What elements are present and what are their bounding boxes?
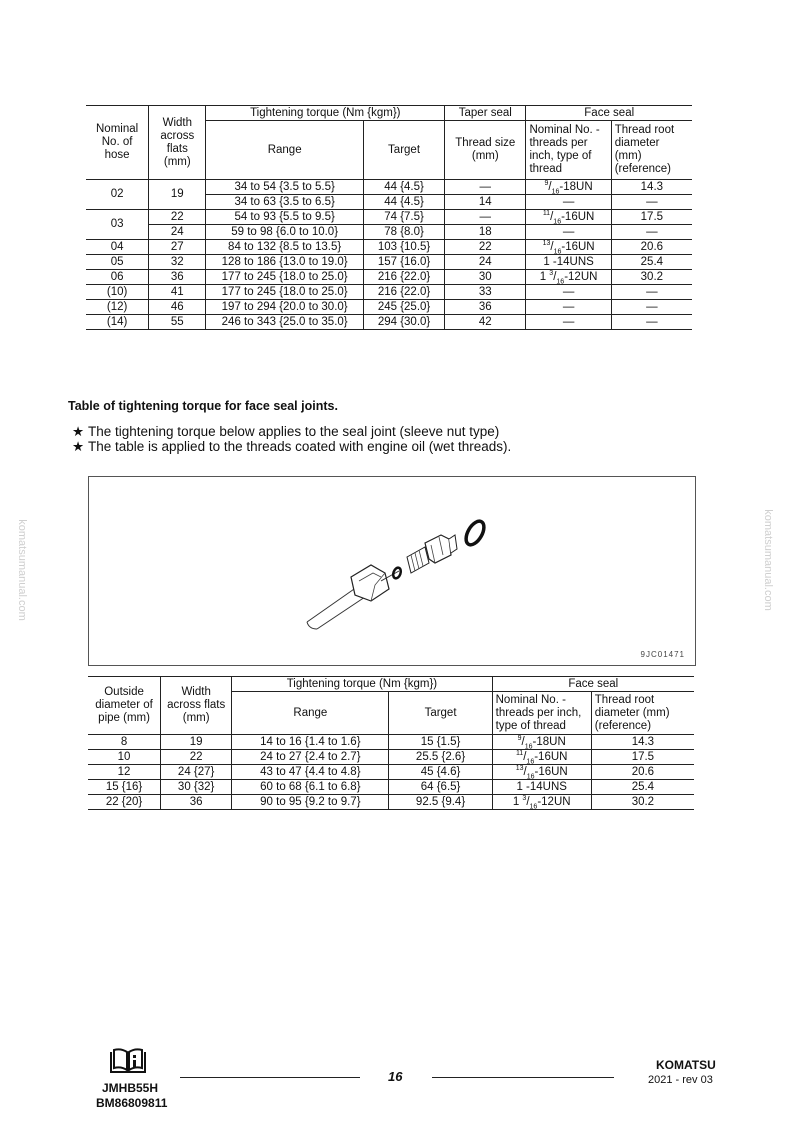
thread-whole: 1 bbox=[512, 795, 523, 808]
cell-range: 54 to 93 {5.5 to 9.5} bbox=[206, 210, 364, 225]
cell-face-thread bbox=[492, 765, 591, 780]
cell-face-thread: 1 -14UNS bbox=[492, 780, 591, 795]
fraction-slash: / bbox=[526, 795, 530, 808]
cell-target: 245 {25.0} bbox=[363, 300, 444, 315]
cell-nominal: (14) bbox=[86, 315, 149, 330]
header-nominal-threads: Nominal No. - threads per inch, type of thread bbox=[526, 121, 611, 180]
cell-thread-size: 30 bbox=[445, 270, 526, 285]
thread-denominator: 16 bbox=[529, 802, 538, 810]
cell-range: 24 to 27 {2.4 to 2.7} bbox=[232, 750, 389, 765]
cell-range: 14 to 16 {1.4 to 1.6} bbox=[232, 735, 389, 750]
thread-whole: 1 bbox=[539, 270, 550, 283]
revision: 2021 - rev 03 bbox=[648, 1074, 713, 1086]
note-item: ★ The tightening torque below applies to the seal joint (sleeve nut type) bbox=[72, 424, 500, 439]
cell-target: 157 {16.0} bbox=[363, 255, 444, 270]
cell-root-diameter: 20.6 bbox=[591, 765, 694, 780]
thread-numerator: 11 bbox=[542, 209, 551, 217]
cell-face-thread bbox=[492, 735, 591, 750]
notes-list bbox=[72, 424, 511, 454]
thread-denominator: 16 bbox=[553, 217, 562, 225]
cell-root-diameter: 25.4 bbox=[611, 255, 692, 270]
cell-face-thread: — bbox=[526, 285, 611, 300]
section-title: Table of tightening torque for face seal joints. bbox=[68, 399, 338, 413]
header-face-group: Face seal bbox=[526, 106, 692, 121]
cell-face-thread: — bbox=[526, 315, 611, 330]
watermark-right: komatsumanual.com bbox=[762, 509, 774, 611]
cell-target: 103 {10.5} bbox=[363, 240, 444, 255]
table-row bbox=[88, 750, 694, 765]
table-row bbox=[88, 780, 694, 795]
cell-range: 128 to 186 {13.0 to 19.0} bbox=[206, 255, 364, 270]
cell-nominal: 02 bbox=[86, 180, 149, 210]
header-width-flats: Width across flats (mm) bbox=[149, 106, 206, 180]
cell-face-thread bbox=[526, 210, 611, 225]
cell-target: 216 {22.0} bbox=[363, 270, 444, 285]
cell-face-thread bbox=[526, 180, 611, 195]
cell-nominal: (12) bbox=[86, 300, 149, 315]
cell-face-thread bbox=[492, 750, 591, 765]
cell-root-diameter: 14.3 bbox=[591, 735, 694, 750]
cell-target: 78 {8.0} bbox=[363, 225, 444, 240]
star-icon: ★ bbox=[72, 439, 85, 454]
cell-nominal: (10) bbox=[86, 285, 149, 300]
cell-range: 43 to 47 {4.4 to 4.8} bbox=[232, 765, 389, 780]
cell-root-diameter: 17.5 bbox=[611, 210, 692, 225]
cell-outside-diameter: 15 {16} bbox=[88, 780, 161, 795]
cell-nominal: 05 bbox=[86, 255, 149, 270]
cell-target: 45 {4.6} bbox=[389, 765, 492, 780]
figure-code: 9JC01471 bbox=[640, 650, 685, 659]
face-seal-torque-table bbox=[88, 676, 694, 810]
cell-nominal: 06 bbox=[86, 270, 149, 285]
cell-root-diameter: 30.2 bbox=[591, 795, 694, 810]
cell-face-thread: 1 -14UNS bbox=[526, 255, 611, 270]
header-range: Range bbox=[206, 121, 364, 180]
table-row bbox=[86, 180, 692, 195]
thread-designation: -12UN bbox=[537, 795, 571, 808]
cell-thread-size: — bbox=[445, 180, 526, 195]
watermark-left: komatsumanual.com bbox=[16, 519, 28, 621]
cell-range: 34 to 54 {3.5 to 5.5} bbox=[206, 180, 364, 195]
cell-nominal: 03 bbox=[86, 210, 149, 240]
note-item: ★ The table is applied to the threads coated with engine oil (wet threads). bbox=[72, 439, 512, 454]
cell-thread-size: 14 bbox=[445, 195, 526, 210]
table-row bbox=[86, 285, 692, 300]
thread-designation: -16UN bbox=[561, 240, 595, 253]
footer-rule-right bbox=[432, 1077, 614, 1078]
cell-range: 34 to 63 {3.5 to 6.5} bbox=[206, 195, 364, 210]
thread-designation: -18UN bbox=[532, 735, 566, 748]
face-seal-joint-figure bbox=[88, 476, 696, 666]
cell-root-diameter: — bbox=[611, 195, 692, 210]
cell-width: 24 bbox=[149, 225, 206, 240]
table-row bbox=[86, 240, 692, 255]
manual-book-icon bbox=[108, 1046, 148, 1081]
cell-outside-diameter: 22 {20} bbox=[88, 795, 161, 810]
cell-width: 22 bbox=[161, 750, 232, 765]
header-nominal-hose: Nominal No. of hose bbox=[86, 106, 149, 180]
header-nominal-threads: Nominal No. - threads per inch, type of thread bbox=[492, 692, 591, 735]
page-number: 16 bbox=[388, 1069, 403, 1084]
cell-face-thread: — bbox=[526, 300, 611, 315]
header-taper-group: Taper seal bbox=[445, 106, 526, 121]
cell-face-thread bbox=[492, 795, 591, 810]
header-range: Range bbox=[232, 692, 389, 735]
cell-width: 32 bbox=[149, 255, 206, 270]
thread-denominator: 16 bbox=[551, 187, 560, 195]
cell-width: 46 bbox=[149, 300, 206, 315]
cell-root-diameter: — bbox=[611, 285, 692, 300]
thread-designation: -12UN bbox=[564, 270, 598, 283]
cell-face-thread: — bbox=[526, 225, 611, 240]
cell-thread-size: 42 bbox=[445, 315, 526, 330]
header-root-diameter: Thread root diameter (mm) (reference) bbox=[611, 121, 692, 180]
header-root-diameter: Thread root diameter (mm) (reference) bbox=[591, 692, 694, 735]
table-row bbox=[86, 255, 692, 270]
cell-root-diameter: 14.3 bbox=[611, 180, 692, 195]
header-thread-size: Thread size (mm) bbox=[445, 121, 526, 180]
thread-denominator: 16 bbox=[553, 247, 562, 255]
cell-thread-size: 18 bbox=[445, 225, 526, 240]
cell-target: 294 {30.0} bbox=[363, 315, 444, 330]
table-row bbox=[88, 735, 694, 750]
cell-target: 216 {22.0} bbox=[363, 285, 444, 300]
cell-range: 59 to 98 {6.0 to 10.0} bbox=[206, 225, 364, 240]
cell-thread-size: 22 bbox=[445, 240, 526, 255]
hose-torque-table bbox=[86, 105, 692, 330]
cell-target: 64 {6.5} bbox=[389, 780, 492, 795]
cell-face-thread: — bbox=[526, 195, 611, 210]
table-row bbox=[86, 225, 692, 240]
cell-outside-diameter: 8 bbox=[88, 735, 161, 750]
cell-range: 90 to 95 {9.2 to 9.7} bbox=[232, 795, 389, 810]
cell-range: 197 to 294 {20.0 to 30.0} bbox=[206, 300, 364, 315]
fraction-slash: / bbox=[548, 180, 552, 193]
cell-width: 30 {32} bbox=[161, 780, 232, 795]
cell-root-diameter: 25.4 bbox=[591, 780, 694, 795]
table-row bbox=[88, 795, 694, 810]
cell-thread-size: — bbox=[445, 210, 526, 225]
cell-width: 24 {27} bbox=[161, 765, 232, 780]
cell-root-diameter: — bbox=[611, 315, 692, 330]
thread-denominator: 16 bbox=[556, 277, 565, 285]
fraction-slash: / bbox=[521, 735, 525, 748]
thread-numerator: 3 bbox=[522, 794, 527, 802]
thread-numerator: 11 bbox=[515, 749, 524, 757]
fraction-slash: / bbox=[550, 210, 554, 223]
thread-designation: -16UN bbox=[534, 750, 568, 763]
cell-range: 177 to 245 {18.0 to 25.0} bbox=[206, 270, 364, 285]
table-row bbox=[86, 270, 692, 285]
cell-target: 15 {1.5} bbox=[389, 735, 492, 750]
fraction-slash: / bbox=[553, 270, 557, 283]
cell-range: 60 to 68 {6.1 to 6.8} bbox=[232, 780, 389, 795]
brand-name: KOMATSU bbox=[656, 1058, 716, 1072]
cell-root-diameter: 17.5 bbox=[591, 750, 694, 765]
cell-root-diameter: 30.2 bbox=[611, 270, 692, 285]
cell-outside-diameter: 10 bbox=[88, 750, 161, 765]
thread-numerator: 3 bbox=[549, 269, 554, 277]
cell-width: 22 bbox=[149, 210, 206, 225]
thread-numerator: 13 bbox=[542, 239, 551, 247]
cell-width: 36 bbox=[161, 795, 232, 810]
thread-designation: -18UN bbox=[559, 180, 593, 193]
cell-range: 84 to 132 {8.5 to 13.5} bbox=[206, 240, 364, 255]
cell-width: 19 bbox=[149, 180, 206, 210]
model-code: JMHB55H bbox=[102, 1081, 159, 1095]
table-row bbox=[86, 315, 692, 330]
document-number: BM86809811 bbox=[96, 1096, 168, 1110]
header-target: Target bbox=[389, 692, 492, 735]
header-torque-group: Tightening torque (Nm {kgm}) bbox=[206, 106, 445, 121]
fraction-slash: / bbox=[523, 765, 527, 778]
table-row bbox=[86, 210, 692, 225]
thread-numerator: 13 bbox=[515, 764, 524, 772]
cell-target: 25.5 {2.6} bbox=[389, 750, 492, 765]
thread-denominator: 16 bbox=[524, 742, 533, 750]
header-face-group: Face seal bbox=[492, 677, 694, 692]
header-outside-diameter: Outside diameter of pipe (mm) bbox=[88, 677, 161, 735]
header-width-flats: Width across flats (mm) bbox=[161, 677, 232, 735]
cell-nominal: 04 bbox=[86, 240, 149, 255]
cell-width: 19 bbox=[161, 735, 232, 750]
cell-thread-size: 33 bbox=[445, 285, 526, 300]
cell-outside-diameter: 12 bbox=[88, 765, 161, 780]
cell-face-thread bbox=[526, 270, 611, 285]
cell-target: 74 {7.5} bbox=[363, 210, 444, 225]
footer-codes bbox=[96, 1081, 167, 1111]
thread-numerator: 9 bbox=[544, 179, 549, 187]
face-seal-joint-illustration bbox=[89, 477, 695, 665]
cell-width: 36 bbox=[149, 270, 206, 285]
header-torque-group: Tightening torque (Nm {kgm}) bbox=[232, 677, 492, 692]
thread-denominator: 16 bbox=[526, 757, 535, 765]
table-row bbox=[86, 300, 692, 315]
cell-thread-size: 36 bbox=[445, 300, 526, 315]
cell-range: 177 to 245 {18.0 to 25.0} bbox=[206, 285, 364, 300]
thread-designation: -16UN bbox=[534, 765, 568, 778]
fraction-slash: / bbox=[523, 750, 527, 763]
thread-denominator: 16 bbox=[526, 772, 535, 780]
cell-range: 246 to 343 {25.0 to 35.0} bbox=[206, 315, 364, 330]
cell-root-diameter: 20.6 bbox=[611, 240, 692, 255]
cell-thread-size: 24 bbox=[445, 255, 526, 270]
footer-rule-left bbox=[180, 1077, 360, 1078]
cell-target: 92.5 {9.4} bbox=[389, 795, 492, 810]
cell-width: 55 bbox=[149, 315, 206, 330]
cell-face-thread bbox=[526, 240, 611, 255]
thread-numerator: 9 bbox=[517, 734, 522, 742]
thread-designation: -16UN bbox=[561, 210, 595, 223]
table-row bbox=[88, 765, 694, 780]
cell-width: 27 bbox=[149, 240, 206, 255]
star-icon: ★ bbox=[72, 424, 85, 439]
fraction-slash: / bbox=[550, 240, 554, 253]
cell-target: 44 {4.5} bbox=[363, 195, 444, 210]
cell-root-diameter: — bbox=[611, 225, 692, 240]
header-target: Target bbox=[363, 121, 444, 180]
cell-width: 41 bbox=[149, 285, 206, 300]
cell-target: 44 {4.5} bbox=[363, 180, 444, 195]
cell-root-diameter: — bbox=[611, 300, 692, 315]
